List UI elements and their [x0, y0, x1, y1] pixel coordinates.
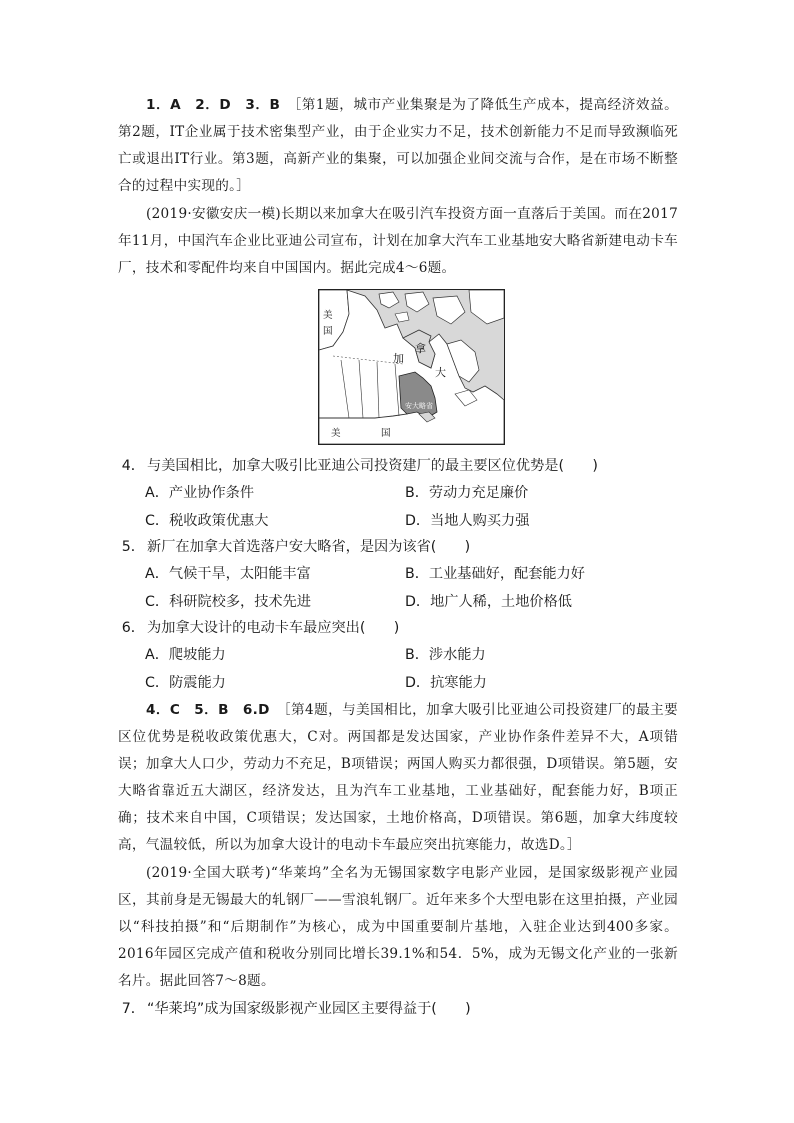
question-4-options	[145, 480, 665, 535]
option-5a[interactable]: A．气候干旱，太阳能丰富	[145, 566, 311, 582]
explanation-1-3: ［第1题，城市产业集聚是为了降低生产成本，提高经济效益。第2题，IT企业属于技术密集型产业，由于企业实力不足，技术创新能力不足而导致濒临死亡或退出IT行业。第3题，高新产业的集聚，可以加强企业间交流与合作，是在市场不断整合的过程中实现的。］	[118, 97, 678, 194]
label-canada-1: 加	[393, 352, 404, 365]
question-5-stem: 新厂在加拿大首选落户安大略省，是因为该省( )	[147, 539, 471, 555]
intro-7-8: (2019·全国大联考)“华莱坞”全名为无锡国家数字电影产业园，是国家级影视产业园区，其前身是无锡最大的轧钢厂——雪浪轧钢厂。近年来多个大型电影在这里拍摄，产业园以“科技拍摄”和“后期制作”为核心，成为中国重要制片基地，入驻企业达到400多家。2016年园区完成产值和税收分别同比增长39.1%和54．5%，成为无锡文化产业的一张新名片。据此回答7～8题。	[118, 865, 678, 989]
option-6d[interactable]: D．抗寒能力	[405, 674, 487, 691]
question-5-number: 5．	[121, 539, 145, 555]
question-4-number: 4．	[121, 458, 145, 474]
option-4a[interactable]: A．产业协作条件	[145, 485, 255, 501]
question-4-stem: 与美国相比，加拿大吸引比亚迪公司投资建厂的最主要区位优势是( )	[147, 458, 598, 474]
label-ontario: 安大略省	[405, 402, 433, 410]
option-6a[interactable]: A．爬坡能力	[145, 647, 226, 663]
label-usa-west-1: 美	[323, 310, 333, 321]
question-6-stem: 为加拿大设计的电动卡车最应突出( )	[147, 620, 400, 636]
option-5d[interactable]: D．地广人稀，土地价格低	[405, 593, 572, 610]
option-5b[interactable]: B．工业基础好，配套能力好	[405, 566, 585, 582]
intro-4-6: (2019·安徽安庆一模)长期以来加拿大在吸引汽车投资方面一直落后于美国。而在2017年11月，中国汽车企业比亚迪公司宣布，计划在加拿大汽车工业基地安大略省新建电动卡车厂，技术和零配件均来自中国国内。据此完成4～6题。	[118, 206, 679, 276]
answer-block-4-6	[118, 697, 678, 859]
option-4d[interactable]: D．当地人购买力强	[405, 512, 530, 529]
label-canada-3: 大	[435, 366, 446, 379]
option-4c[interactable]: C．税收政策优惠大	[145, 512, 269, 529]
option-4b[interactable]: B．劳动力充足廉价	[405, 485, 529, 501]
question-5-options	[145, 561, 665, 616]
label-usa-south-1: 美	[331, 428, 341, 439]
label-usa-west-2: 国	[323, 326, 333, 337]
answers-1-3: 1．A 2．D 3．B	[146, 97, 281, 113]
question-5	[118, 534, 678, 561]
question-7	[118, 996, 678, 1023]
option-6b[interactable]: B．涉水能力	[405, 647, 486, 663]
label-usa-south-2: 国	[381, 428, 391, 439]
explanation-4-6: ［第4题，与美国相比，加拿大吸引比亚迪公司投资建厂的最主要区位优势是税收政策优惠大，C对。两国都是发达国家，产业协作条件差异不大，A项错误；加拿大人口少，劳动力不充足，B项错误；两国人购买力都很强，D项错误。第5题，安大略省靠近五大湖区，经济发达，且为汽车工业基地，工业基础好，配套能力好，B项正确；技术来自中国，C项错误；发达国家，土地价格高，D项错误。第6题，加拿大纬度较高，气温较低，所以为加拿大设计的电动卡车最应突出抗寒能力，故选D。］	[118, 702, 678, 853]
question-6	[118, 615, 678, 642]
option-6c[interactable]: C．防震能力	[145, 674, 226, 691]
question-7-stem: “华莱坞”成为国家级影视产业园区主要得益于( )	[147, 1001, 471, 1017]
question-6-options	[145, 642, 665, 697]
option-5c[interactable]: C．科研院校多，技术先进	[145, 593, 311, 610]
answer-block-1-3	[118, 92, 678, 200]
question-4	[118, 453, 678, 480]
canada-map	[318, 289, 505, 445]
label-canada-2: 拿	[415, 342, 426, 355]
answers-4-6: 4．C 5．B 6.D	[146, 702, 270, 718]
question-6-number: 6．	[121, 620, 145, 636]
question-7-number: 7．	[121, 1001, 145, 1017]
